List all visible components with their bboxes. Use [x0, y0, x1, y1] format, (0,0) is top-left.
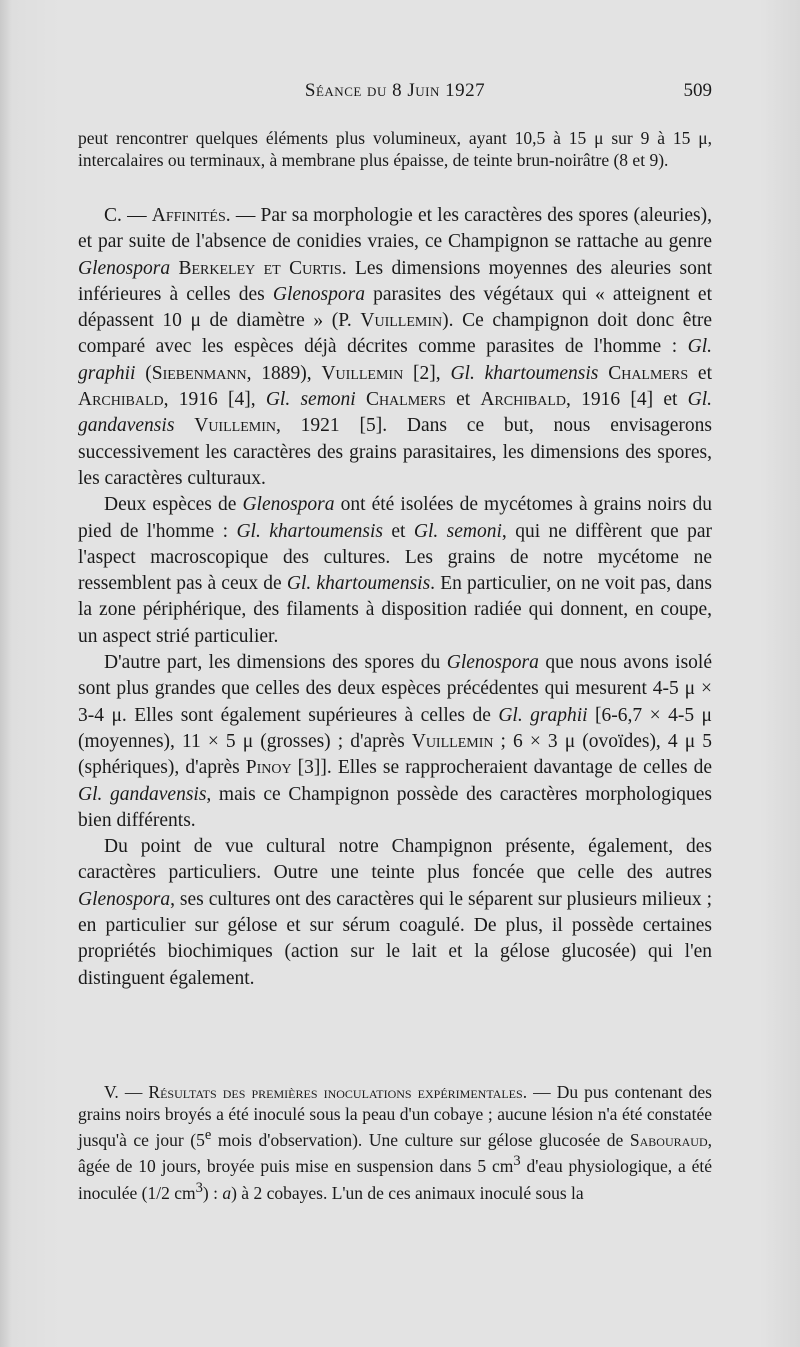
page-header: [78, 80, 712, 106]
paragraph-continuation: peut rencontrer quelques éléments plus volumineux, ayant 10,5 à 15 μ sur 9 à 15 μ, intercalaires ou terminaux, à membrane plus épaisse, de teinte brun-noirâtre (8 et 9).: [78, 128, 712, 170]
page-number: 509: [683, 80, 712, 101]
paragraph-dimensions-spores: D'autre part, les dimensions des spores du Glenospora que nous avons isolé sont plus grandes que celles des deux espèces précédentes qui mesurent 4-5 μ × 3-4 μ. Elles sont également supérieures à celles de Gl. graphii [6-6,7 × 4-5 μ (moyennes), 11 × 5 μ (grosses) ; d'après Vuillemin ; 6 × 3 μ (ovoïdes), 4 μ 5 (sphériques), d'après Pinoy [3]]. Elles se rapprocheraient davantage de celles de Gl. gandavensis, mais ce Champignon possède des caractères morphologiques bien différents.: [78, 652, 713, 831]
section-heading-affinites: Affinités.: [151, 205, 231, 226]
paragraph-deux-especes: Deux espèces de Glenospora ont été isolées de mycétomes à grains noirs du pied de l'homme : Gl. khartoumensis et Gl. semoni, qui ne diffèrent que par l'aspect macroscopique des cultures. Les grains de notre mycétome ne ressemblent pas à ceux de Gl. khartoumensis. En particulier, on ne voit pas, dans la zone périphérique, des filaments à disposition radiée qui donnent, en coupe, un aspect strié particulier.: [78, 494, 712, 647]
paragraph-cultural: Du point de vue cultural notre Champignon présente, également, des caractères particuliers. Outre une teinte plus foncée que celle des autres Glenospora, ses cultures ont des caractères qui le séparent sur plusieurs milieux ; en particulier sur gélose et sur sérum coagulé. De plus, il possède certaines propriétés biochimiques (action sur le lait et la gélose glucosée) qui l'en distinguent également.: [78, 836, 712, 989]
running-head: Séance du 8 Juin 1927: [304, 80, 486, 101]
text-block-bottom: [78, 1082, 712, 1204]
paragraph-affinites: C. — Affinités. — Par sa morphologie et les caractères des spores (aleuries), et par suite de l'absence de conidies vraies, ce Champignon se rattache au genre Glenospora Berkeley et Curtis. Les dimensions moyennes des aleuries sont inférieures à celles des Glenospora parasites des végétaux qui « atteignent et dépassent 10 μ de diamètre » (P. Vuillemin). Ce champignon doit donc être comparé avec les espèces déjà décrites comme parasites de l'homme : Gl. graphii (Siebenmann, 1889), Vuillemin [2], Gl. khartoumensis Chalmers et Archibald, 1916 [4], Gl. semoni Chalmers et Archibald, 1916 [4] et Gl. gandavensis Vuillemin, 1921 [5]. Dans ce but, nous envisagerons successivement les caractères des grains parasitaires, les dimensions des spores, les caractères culturaux.: [78, 205, 713, 489]
section-heading-resultats: Résultats des premières inoculations expérimentales.: [148, 1082, 528, 1102]
paragraph-resultats: V. — Résultats des premières inoculations expérimentales. — Du pus contenant des grains noirs broyés a été inoculé sous la peau d'un cobaye ; aucune lésion n'a été constatée jusqu'à ce jour (5e mois d'observation). Une culture sur gélose glucosée de Sabouraud, âgée de 10 jours, broyée puis mise en suspension dans 5 $cm^3$ d'eau physiologique, a été inoculée (1/2 $cm^3$) : a) à 2 cobayes. L'un de ces animaux inoculé sous la: [78, 1082, 712, 1203]
text-block-main: [78, 203, 712, 992]
text-block-top: [78, 128, 712, 171]
